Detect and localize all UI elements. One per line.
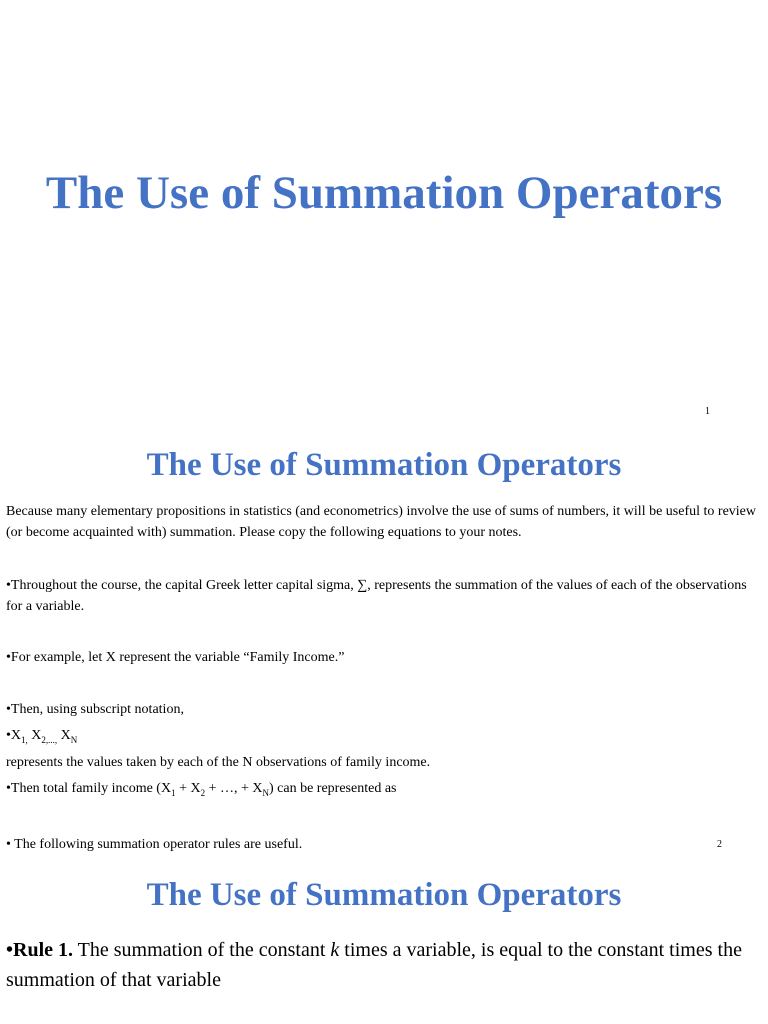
subscript-2: 2,...,: [41, 734, 58, 745]
bullet-subscript: •Then, using subscript notation,: [6, 702, 184, 717]
subscript-n: N: [70, 734, 78, 745]
subscript-n: N: [262, 787, 269, 798]
intro-paragraph: Because many elementary propositions in statistics (and econometrics) involve the use of sums of numbers, it will be useful to review (or become acquainted with) summation. Please copy the following equations to your notes.: [6, 504, 756, 540]
slide-title: The Use of Summation Operators: [146, 877, 622, 913]
bullet-example: •For example, let X represent the variable “Family Income.”: [6, 650, 345, 665]
slide-1: [0, 0, 768, 425]
total-plus: + X: [175, 781, 201, 796]
slide-2: [0, 425, 768, 855]
rules-useful-text: • The following summation operator rules are useful.: [6, 837, 303, 852]
rule-label: •Rule 1.: [6, 939, 74, 961]
total-mid: + …, + X: [205, 781, 263, 796]
page-number: 1: [705, 406, 710, 417]
x-symbol: X: [60, 728, 71, 743]
x-symbol: X: [31, 728, 42, 743]
slide-3: [0, 855, 768, 1024]
subscript-2: 2: [200, 787, 206, 798]
rule-text-b: times a variable, is equal to the constant times the summation of that variable: [6, 939, 742, 991]
slide-title: The Use of Summation Operators: [146, 447, 622, 483]
rule-1-paragraph: [6, 935, 756, 995]
bullet-mark: •: [6, 728, 11, 743]
x-sequence: [6, 725, 764, 746]
total-prefix: •Then total family income (X: [6, 781, 172, 796]
slide-title: The Use of Summation Operators: [45, 167, 723, 219]
total-income-line: [6, 778, 764, 799]
rule-text-a: The summation of the constant: [73, 939, 331, 961]
x-symbol: X: [10, 728, 22, 743]
subscript-1: 1: [171, 787, 176, 798]
page-number: 2: [717, 839, 722, 850]
subscript-1: 1,: [21, 734, 28, 745]
represents-text: represents the values taken by each of the N observations of family income.: [6, 755, 431, 770]
constant-k: k: [330, 939, 340, 961]
total-suffix: ) can be represented as: [269, 781, 397, 796]
bullet-sigma: •Throughout the course, the capital Greek letter capital sigma, ∑, represents the summation of the values of each of the observations for a variable.: [6, 578, 747, 614]
